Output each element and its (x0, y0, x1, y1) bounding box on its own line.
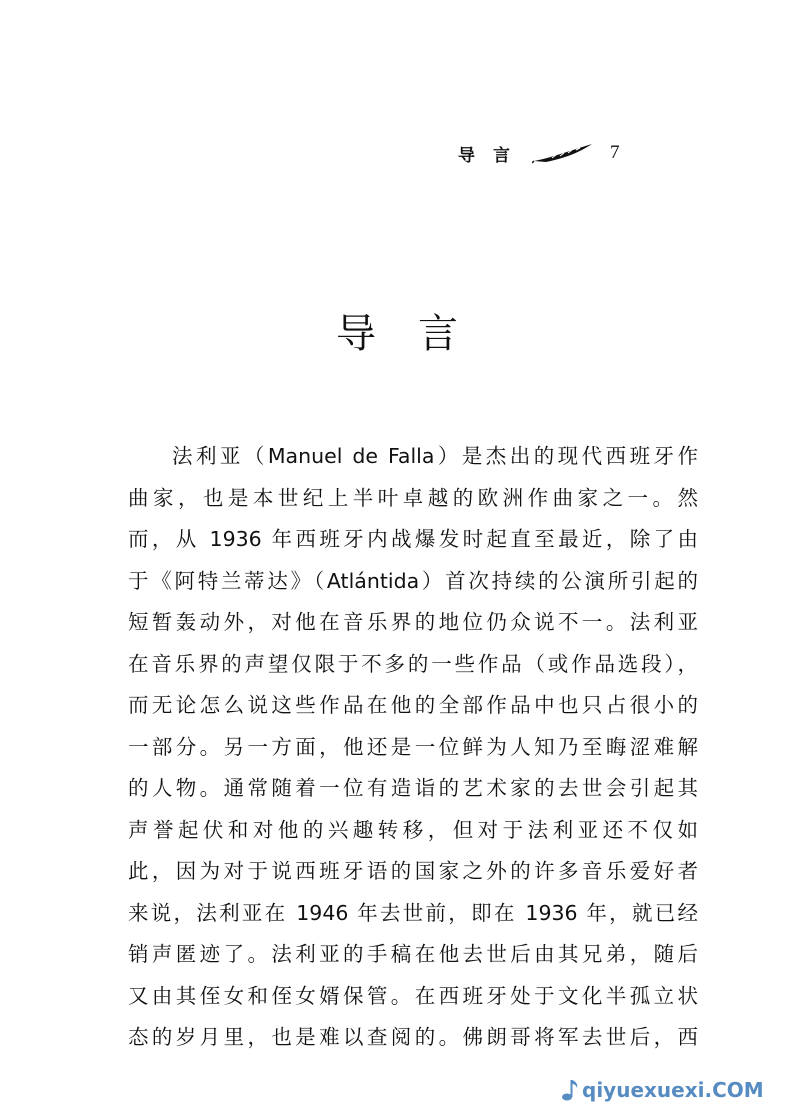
site-watermark (560, 1076, 780, 1104)
paragraph-line: 法利亚（Manuel de Falla）是杰出的现代西班牙作 (172, 444, 698, 468)
quill-pen-icon (532, 142, 594, 164)
paragraph-line: 在音乐界的声望仅限于不多的一些作品（或作品选段）， (128, 651, 698, 676)
paragraph-line: 的人物。通常随着一位有造诣的艺术家的去世会引起其 (128, 776, 698, 800)
paragraph-line: 而，从 1936 年西班牙内战爆发时起直至最近，除了由 (128, 527, 698, 551)
paragraph-line: 一部分。另一方面，他还是一位鲜为人知乃至晦涩难解 (128, 734, 698, 759)
paragraph-line: 声誉起伏和对他的兴趣转移，但对于法利亚还不仅如 (128, 817, 698, 842)
music-note-icon (560, 1078, 580, 1102)
paragraph-line: 而无论怎么说这些作品在他的全部作品中也只占很小的 (128, 693, 698, 717)
paragraph-line: 销声匿迹了。法利亚的手稿在他去世后由其兄弟，随后 (128, 942, 698, 966)
paragraph-line: 来说，法利亚在 1946 年去世前，即在 1936 年，就已经 (128, 900, 698, 925)
paragraph-line: 短暂轰动外，对他在音乐界的地位仍众说不一。法利亚 (128, 610, 698, 634)
body-text (128, 436, 698, 1059)
page-number: 7 (610, 142, 620, 163)
running-title: 导言 (458, 145, 528, 166)
paragraph-line: 此，因为对于说西班牙语的国家之外的许多音乐爱好者 (128, 859, 698, 883)
running-header (458, 138, 698, 168)
paragraph-line: 于《阿特兰蒂达》（Atlántida）首次持续的公演所引起的 (128, 568, 698, 593)
paragraph-line: 又由其侄女和侄女婿保管。在西班牙处于文化半孤立状 (128, 983, 698, 1008)
paragraph-line: 曲家，也是本世纪上半叶卓越的欧洲作曲家之一。然 (128, 485, 698, 510)
chapter-title: 导言 (336, 311, 500, 357)
watermark-text: qiyuexuexi.COM (582, 1078, 764, 1102)
paragraph-line: 态的岁月里，也是难以查阅的。佛朗哥将军去世后，西 (128, 1025, 698, 1049)
